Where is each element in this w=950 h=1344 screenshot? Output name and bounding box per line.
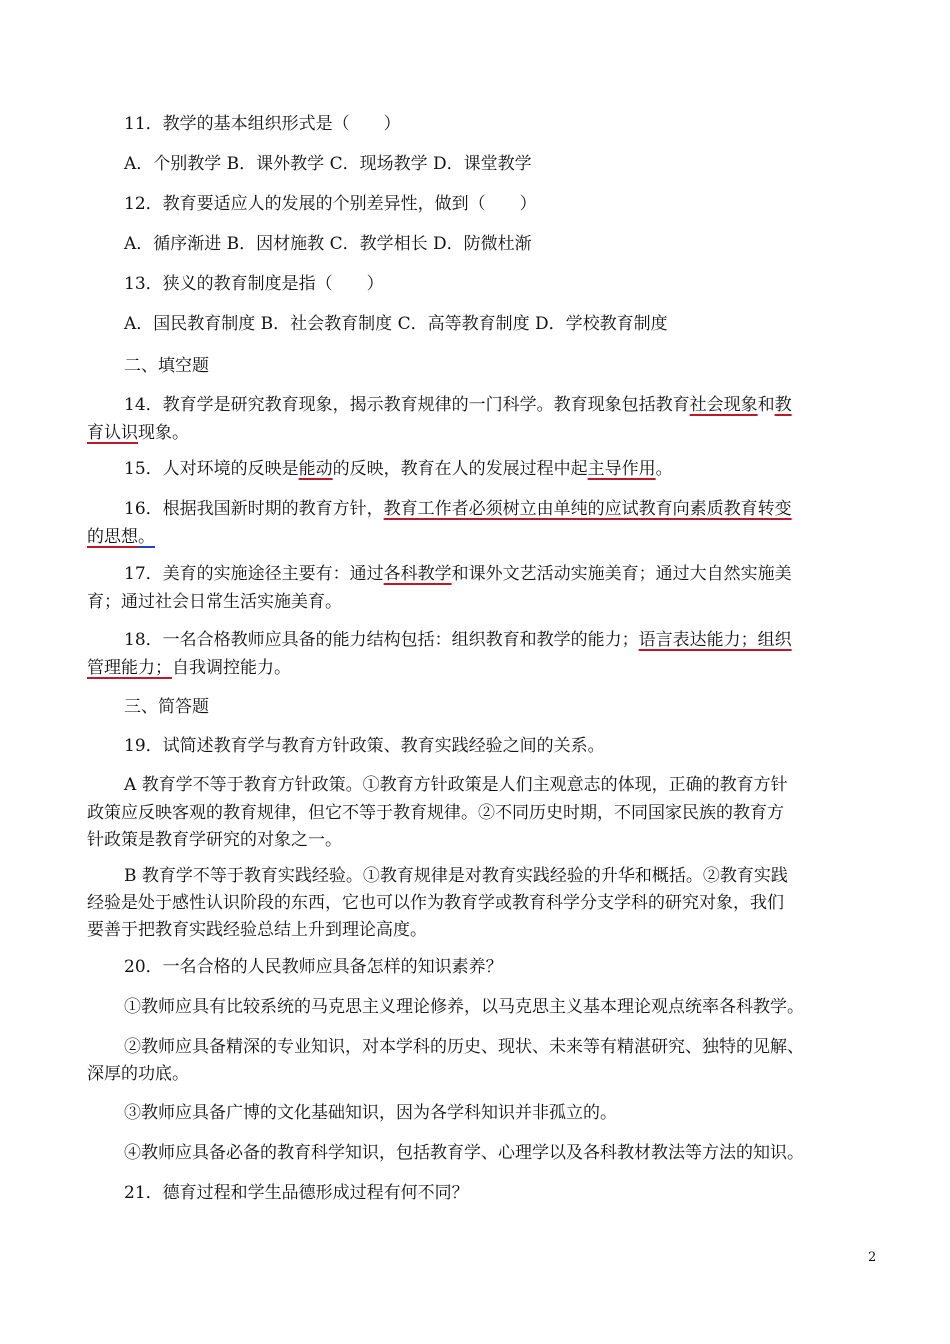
answer-14b-part1: 教 bbox=[774, 395, 792, 415]
question-14-line2 bbox=[87, 422, 189, 444]
question-19-answer-a-line1: A 教育学不等于教育方针政策。①教育方针政策是人们主观意志的体现，正确的教育方针 bbox=[124, 775, 788, 795]
page-number: 2 bbox=[868, 1250, 877, 1265]
answer-16-part1: 教育工作者必须树立由单纯的应试教育向素质教育转变 bbox=[383, 499, 792, 519]
question-17-line2: 育；通过社会日常生活实施美育。 bbox=[87, 592, 342, 612]
question-13-options: A．国民教育制度 B．社会教育制度 C．高等教育制度 D．学校教育制度 bbox=[124, 314, 668, 334]
answer-14a: 社会现象 bbox=[689, 395, 758, 415]
question-19-answer-b-line2: 经验是处于感性认识阶段的东西，它也可以作为教育学或教育科学分支学科的研究对象，我们 bbox=[87, 893, 784, 913]
question-16-text: 。 bbox=[138, 527, 155, 547]
question-14-text: 和 bbox=[757, 395, 775, 415]
question-20-point2-line1: ②教师应具备精深的专业知识，对本学科的历史、现状、未来等有精湛研究、独特的见解、 bbox=[124, 1037, 804, 1057]
question-20-point4: ④教师应具备必备的教育科学知识，包括教育学、心理学以及各科教材教法等方法的知识。 bbox=[124, 1143, 804, 1163]
question-17-text: 和课外文艺活动实施美育；通过大自然实施美 bbox=[451, 564, 792, 584]
answer-14b-part2: 育认识 bbox=[87, 423, 138, 443]
answer-15a: 能动 bbox=[298, 459, 333, 479]
question-16-line1 bbox=[124, 498, 792, 520]
answer-16-part2: 的思想 bbox=[87, 527, 138, 547]
question-20-point2-line2: 深厚的功底。 bbox=[87, 1064, 189, 1084]
question-20-stem: 20．一名合格的人民教师应具备怎样的知识素养？ bbox=[124, 957, 503, 977]
question-15-text: 的反映，教育在人的发展过程中起 bbox=[332, 459, 588, 479]
question-18-line2 bbox=[87, 657, 291, 679]
section-heading-short-answer: 三、简答题 bbox=[124, 697, 209, 717]
question-12-options: A．循序渐进 B．因材施教 C．教学相长 D．防微杜渐 bbox=[124, 234, 532, 254]
question-17-line1 bbox=[124, 563, 792, 585]
question-20-point1: ①教师应具有比较系统的马克思主义理论修养，以马克思主义基本理论观点统率各科教学。 bbox=[124, 997, 804, 1017]
question-19-answer-a-line2: 政策应反映客观的教育规律，但它不等于教育规律。②不同历史时期，不同国家民族的教育方 bbox=[87, 803, 784, 823]
question-12-stem: 12．教育要适应人的发展的个别差异性，做到（ ） bbox=[124, 194, 537, 214]
question-14-text: 14．教育学是研究教育现象，揭示教育规律的一门科学。教育现象包括教育 bbox=[124, 395, 690, 415]
question-13-stem: 13．狭义的教育制度是指（ ） bbox=[124, 274, 384, 294]
question-19-answer-b-line1: B 教育学不等于教育实践经验。①教育规律是对教育实践经验的升华和概括。②教育实践 bbox=[124, 866, 788, 886]
question-15-line bbox=[124, 458, 673, 480]
question-16-line2 bbox=[87, 526, 155, 548]
question-18-text: 自我调控能力。 bbox=[172, 658, 291, 678]
question-19-answer-a-line3: 针政策是教育学研究的对象之一。 bbox=[87, 830, 342, 850]
question-19-stem: 19．试简述教育学与教育方针政策、教育实践经验之间的关系。 bbox=[124, 736, 605, 756]
question-18-text: 18．一名合格教师应具备的能力结构包括：组织教育和教学的能力； bbox=[124, 630, 639, 650]
question-15-text: 15．人对环境的反映是 bbox=[124, 459, 299, 479]
question-19-answer-b-line3: 要善于把教育实践经验总结上升到理论高度。 bbox=[87, 920, 427, 940]
answer-17: 各科教学 bbox=[383, 564, 452, 584]
answer-15b: 主导作用 bbox=[587, 459, 656, 479]
answer-18-part1: 语言表达能力；组织 bbox=[638, 630, 792, 650]
question-18-line1 bbox=[124, 629, 792, 651]
question-11-options: A．个别教学 B．课外教学 C．现场教学 D．课堂教学 bbox=[124, 154, 532, 174]
question-20-point3: ③教师应具备广博的文化基础知识，因为各学科知识并非孤立的。 bbox=[124, 1103, 617, 1123]
question-15-text: 。 bbox=[655, 459, 673, 479]
question-16-text: 16．根据我国新时期的教育方针， bbox=[124, 499, 384, 519]
question-14-text: 现象。 bbox=[138, 423, 189, 443]
answer-18-part2: 管理能力； bbox=[87, 658, 172, 678]
section-heading-fill-in: 二、填空题 bbox=[124, 356, 209, 376]
question-21-stem: 21．德育过程和学生品德形成过程有何不同？ bbox=[124, 1183, 469, 1203]
question-11-stem: 11．教学的基本组织形式是（ ） bbox=[124, 114, 401, 134]
question-14-line1 bbox=[124, 394, 792, 416]
question-17-text: 17．美育的实施途径主要有：通过 bbox=[124, 564, 384, 584]
